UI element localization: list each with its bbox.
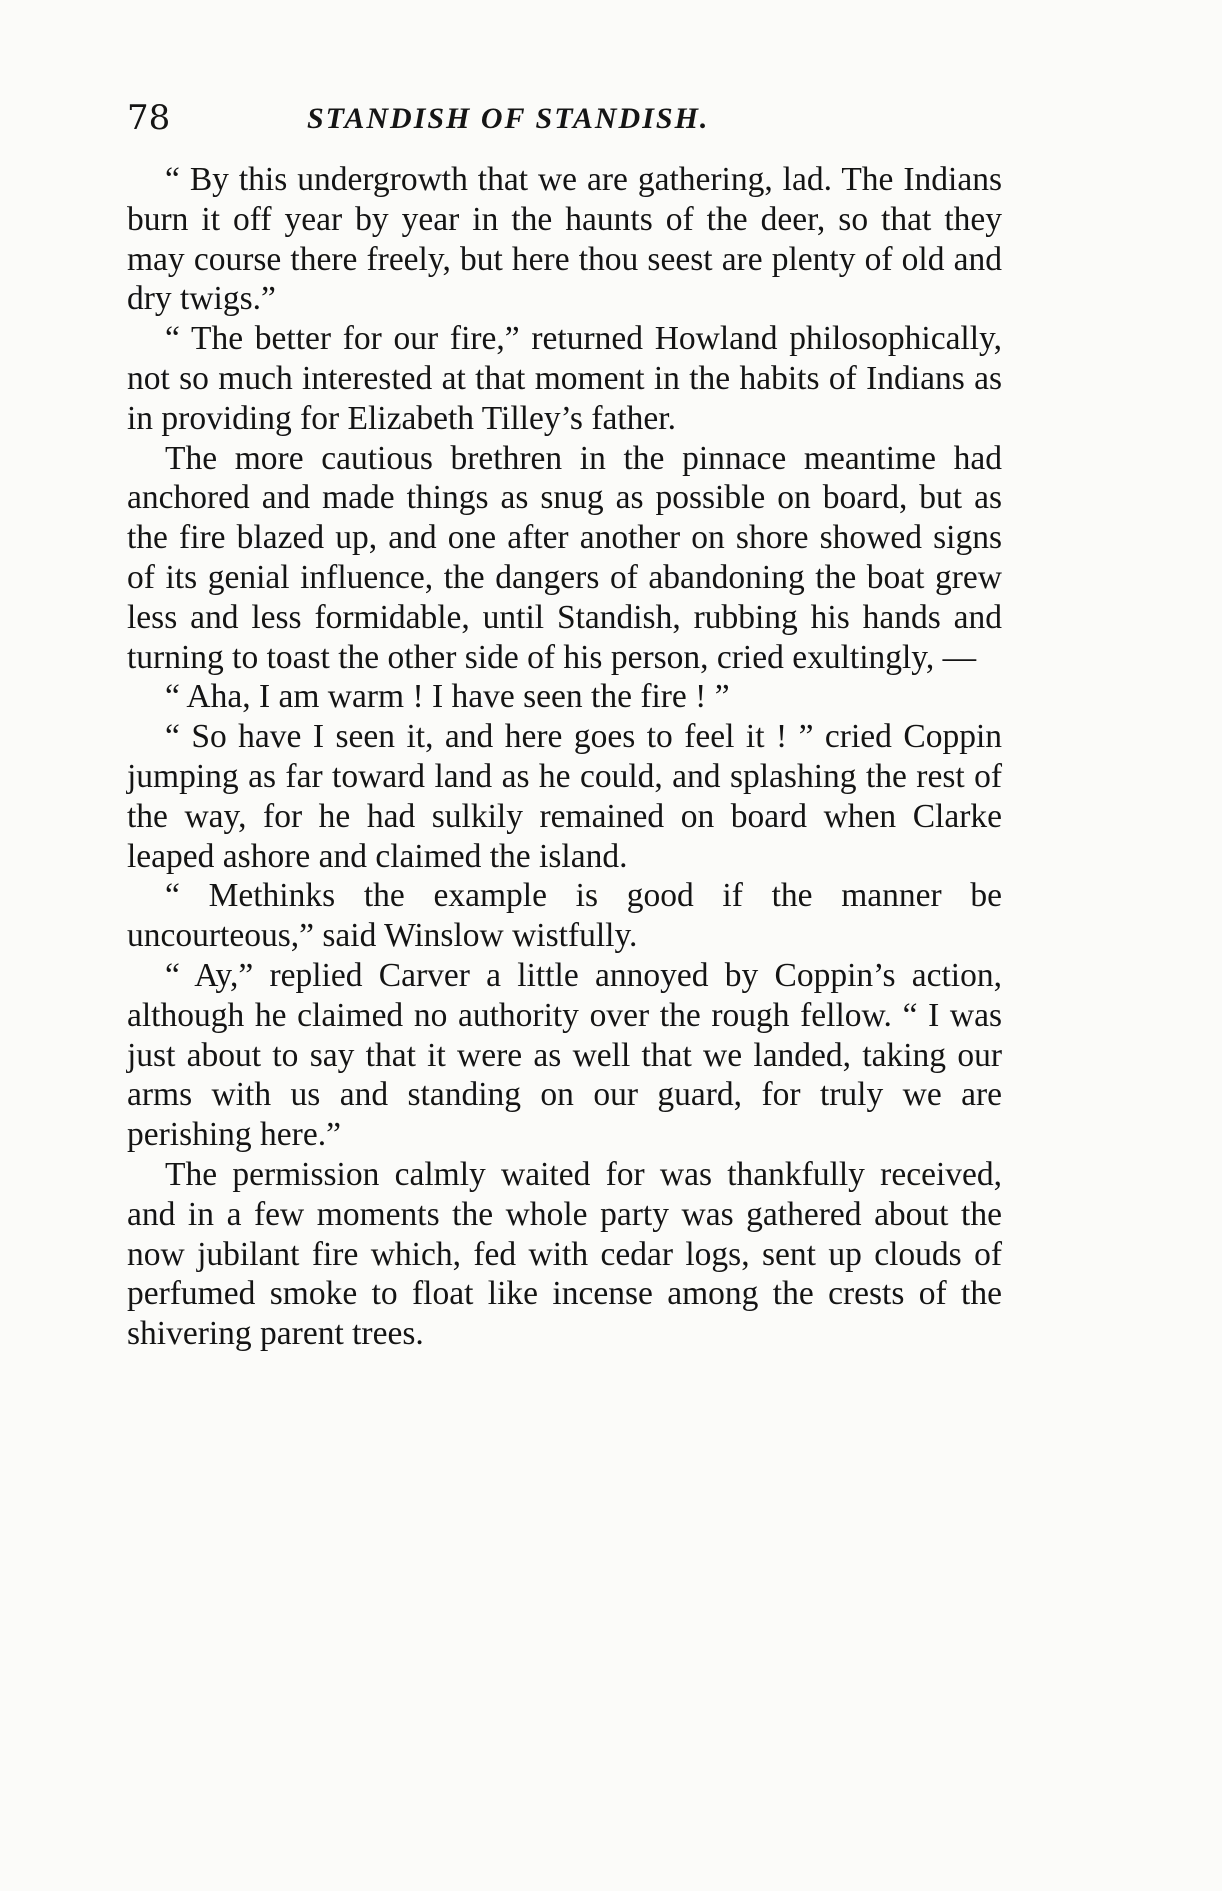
running-title: STANDISH OF STANDISH. <box>307 102 710 135</box>
page-number: 78 <box>127 98 171 138</box>
paragraph: “ Ay,” replied Carver a little annoyed by Coppin’s action, although he claimed no authority over the rough fellow. “ I was just about to say that it were as well that we landed, taking our arms with us and standing on our guard, for truly we are perishing here.” <box>127 956 1002 1154</box>
paragraph: The permission calmly waited for was thankfully received, and in a few moments the whole party was gathered about the now jubilant fire which, fed with cedar logs, sent up clouds of perfumed smoke to float like incense among the crests of the shivering parent trees. <box>127 1155 1002 1353</box>
page-header <box>127 98 917 148</box>
paragraph: “ By this undergrowth that we are gathering, lad. The Indians burn it off year by year in the haunts of the deer, so that they may course there freely, but here thou seest are plenty of old and dry twigs.” <box>127 161 1002 318</box>
paragraph: The more cautious brethren in the pinnace meantime had anchored and made things as snug as possible on board, but as the fire blazed up, and one after another on shore showed signs of its genial influence, the dangers of abandoning the boat grew less and less formidable, until Standish, rubbing his hands and turning to toast the other side of his person, cried exultingly, — <box>127 439 1002 676</box>
paragraph: “ Methinks the example is good if the manner be uncourteous,” said Winslow wistfully. <box>127 877 1002 955</box>
paragraph: “ The better for our fire,” returned Howland philosophically, not so much interested at that moment in the habits of Indians as in providing for Elizabeth Tilley’s father. <box>127 320 1002 437</box>
paragraph: “ So have I seen it, and here goes to feel it ! ” cried Coppin jumping as far toward land as he could, and splashing the rest of the way, for he had sulkily remained on board when Clarke leaped ashore and claimed the island. <box>127 718 1002 875</box>
paragraph: “ Aha, I am warm ! I have seen the fire ! ” <box>165 678 730 716</box>
text-body <box>127 160 1002 1354</box>
